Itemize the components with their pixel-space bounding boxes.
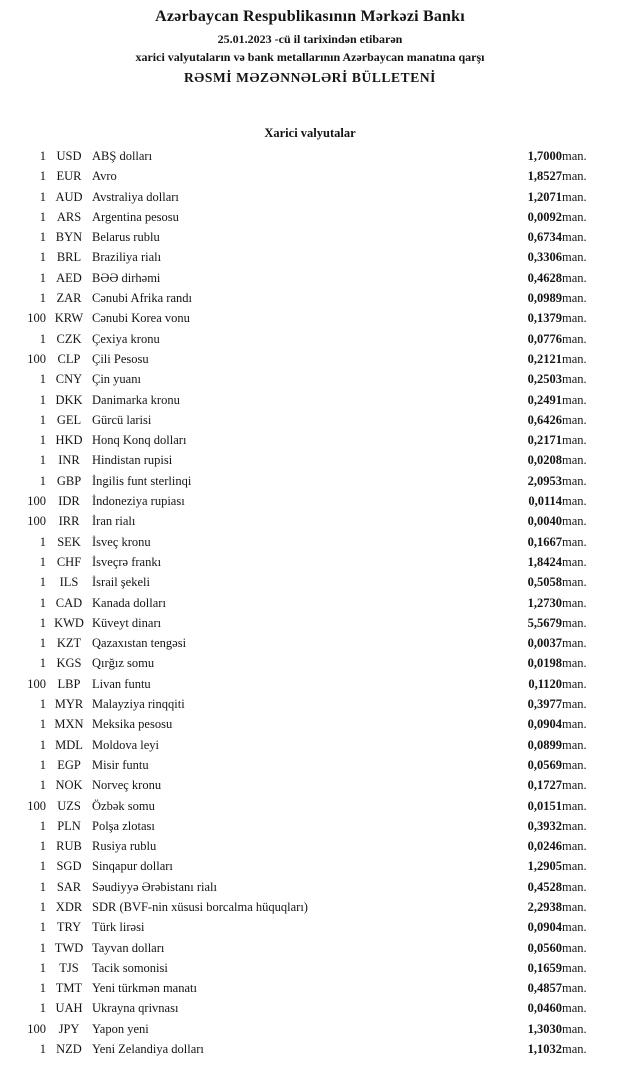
currency-name-cell: Polşa zlotası xyxy=(92,818,155,833)
unit-cell: man. xyxy=(562,636,587,651)
rate-row xyxy=(14,714,604,734)
unit-cell: man. xyxy=(562,960,587,975)
rate-value-cell: 0,1379 xyxy=(527,311,562,326)
unit-cell: man. xyxy=(562,270,587,285)
quantity-cell: 1 xyxy=(39,473,46,488)
quantity-cell: 1 xyxy=(39,697,46,712)
rate-row xyxy=(14,836,604,856)
rate-row xyxy=(14,532,604,552)
rate-value-cell: 0,0092 xyxy=(527,209,562,224)
currency-name-cell: İran rialı xyxy=(92,514,136,529)
currency-code-cell: BYN xyxy=(55,230,83,245)
currency-name-cell: Norveç kronu xyxy=(92,778,162,793)
rate-row xyxy=(14,998,604,1018)
quantity-cell: 100 xyxy=(27,494,46,509)
currency-name-cell: Kanada dolları xyxy=(92,595,166,610)
unit-cell: man. xyxy=(562,534,587,549)
rate-value-cell: 0,4528 xyxy=(527,879,562,894)
currency-code-cell: RUB xyxy=(56,839,82,854)
currency-code-cell: TWD xyxy=(54,940,84,955)
unit-cell: man. xyxy=(562,392,587,407)
bank-title: Azərbaycan Respublikasının Mərkəzi Bankı xyxy=(155,8,465,25)
rate-row xyxy=(14,674,604,694)
rate-value-cell: 0,0560 xyxy=(527,940,562,955)
unit-cell: man. xyxy=(562,615,587,630)
rate-value-cell: 0,5058 xyxy=(527,575,562,590)
rate-value-cell: 1,8527 xyxy=(527,169,562,184)
section-title-foreign-currencies: Xarici valyutalar xyxy=(264,126,356,140)
rate-value-cell: 0,2121 xyxy=(527,351,562,366)
currency-code-cell: IRR xyxy=(58,514,80,529)
unit-cell: man. xyxy=(562,859,587,874)
rate-value-cell: 2,2938 xyxy=(527,899,562,914)
rate-row xyxy=(14,897,604,917)
rate-row xyxy=(14,308,604,328)
currency-name-cell: BƏƏ dirhəmi xyxy=(92,270,161,285)
rate-row xyxy=(14,369,604,389)
quantity-cell: 1 xyxy=(39,534,46,549)
unit-cell: man. xyxy=(562,433,587,448)
rate-row xyxy=(14,917,604,937)
rate-value-cell: 0,3932 xyxy=(527,818,562,833)
rate-value-cell: 0,1667 xyxy=(527,534,562,549)
currency-code-cell: CNY xyxy=(55,372,83,387)
rate-row xyxy=(14,735,604,755)
quantity-cell: 1 xyxy=(39,250,46,265)
currency-code-cell: NZD xyxy=(56,1042,82,1057)
rate-value-cell: 0,2171 xyxy=(527,433,562,448)
rate-value-cell: 0,1120 xyxy=(528,676,562,691)
rate-row xyxy=(14,796,604,816)
rate-value-cell: 1,8424 xyxy=(527,554,562,569)
rate-value-cell: 0,0208 xyxy=(527,453,562,468)
quantity-cell: 1 xyxy=(39,270,46,285)
currency-name-cell: Meksika pesosu xyxy=(92,717,173,732)
quantity-cell: 1 xyxy=(39,960,46,975)
currency-name-cell: Sinqapur dolları xyxy=(92,859,173,874)
currency-code-cell: KGS xyxy=(56,656,82,671)
rate-value-cell: 1,2905 xyxy=(527,859,562,874)
rate-value-cell: 0,3977 xyxy=(527,697,562,712)
rate-value-cell: 0,1659 xyxy=(527,960,562,975)
currency-code-cell: AED xyxy=(56,270,82,285)
currency-code-cell: MDL xyxy=(55,737,83,752)
currency-name-cell: İsveç kronu xyxy=(92,534,151,549)
currency-name-cell: Livan funtu xyxy=(92,676,151,691)
currency-code-cell: KWD xyxy=(54,615,84,630)
currency-code-cell: GBP xyxy=(56,473,82,488)
rate-value-cell: 2,0953 xyxy=(527,473,562,488)
rate-row xyxy=(14,146,604,166)
rate-value-cell: 5,5679 xyxy=(527,615,562,630)
rate-row xyxy=(14,410,604,430)
currency-name-cell: İsrail şekeli xyxy=(92,575,150,590)
quantity-cell: 1 xyxy=(39,575,46,590)
currency-name-cell: Avro xyxy=(92,169,117,184)
unit-cell: man. xyxy=(562,778,587,793)
currency-name-cell: Qazaxıstan tengəsi xyxy=(92,636,187,651)
rate-value-cell: 0,0904 xyxy=(527,717,562,732)
unit-cell: man. xyxy=(562,940,587,955)
rate-row xyxy=(14,877,604,897)
unit-cell: man. xyxy=(562,1021,587,1036)
currency-name-cell: Cənubi Korea vonu xyxy=(92,311,190,326)
quantity-cell: 1 xyxy=(39,940,46,955)
rate-row xyxy=(14,207,604,227)
rate-row xyxy=(14,430,604,450)
unit-cell: man. xyxy=(562,453,587,468)
unit-cell: man. xyxy=(562,737,587,752)
currency-name-cell: Küveyt dinarı xyxy=(92,615,162,630)
quantity-cell: 1 xyxy=(39,595,46,610)
unit-cell: man. xyxy=(562,494,587,509)
currency-code-cell: USD xyxy=(56,149,82,163)
currency-code-cell: UAH xyxy=(55,1001,83,1016)
unit-cell: man. xyxy=(562,209,587,224)
rate-value-cell: 0,2491 xyxy=(527,392,562,407)
currency-code-cell: TJS xyxy=(59,960,79,975)
rate-value-cell: 0,4628 xyxy=(527,270,562,285)
unit-cell: man. xyxy=(562,1042,587,1057)
rate-row xyxy=(14,227,604,247)
unit-cell: man. xyxy=(562,250,587,265)
quantity-cell: 1 xyxy=(39,899,46,914)
quantity-cell: 100 xyxy=(27,676,46,691)
unit-cell: man. xyxy=(562,697,587,712)
currency-name-cell: Tacik somonisi xyxy=(92,960,168,975)
unit-cell: man. xyxy=(562,331,587,346)
currency-name-cell: Moldova leyi xyxy=(92,737,160,752)
currency-name-cell: Çili Pesosu xyxy=(92,351,149,366)
rate-row xyxy=(14,938,604,958)
quantity-cell: 1 xyxy=(39,656,46,671)
rate-row xyxy=(14,978,604,998)
quantity-cell: 100 xyxy=(27,1021,46,1036)
rate-row xyxy=(14,1039,604,1059)
unit-cell: man. xyxy=(562,717,587,732)
currency-code-cell: ARS xyxy=(56,209,82,224)
currency-name-cell: Çin yuanı xyxy=(92,372,141,387)
quantity-cell: 1 xyxy=(39,291,46,306)
rate-value-cell: 0,0460 xyxy=(527,1001,562,1016)
rate-value-cell: 0,3306 xyxy=(527,250,562,265)
quantity-cell: 1 xyxy=(39,554,46,569)
unit-cell: man. xyxy=(562,798,587,813)
unit-cell: man. xyxy=(562,981,587,996)
quantity-cell: 1 xyxy=(39,757,46,772)
unit-cell: man. xyxy=(562,554,587,569)
rates-table-body xyxy=(14,146,604,1059)
unit-cell: man. xyxy=(562,311,587,326)
unit-cell: man. xyxy=(562,839,587,854)
quantity-cell: 1 xyxy=(39,920,46,935)
quantity-cell: 1 xyxy=(39,818,46,833)
currency-name-cell: Malayziya rinqqiti xyxy=(92,697,185,712)
unit-cell: man. xyxy=(562,656,587,671)
rate-row xyxy=(14,491,604,511)
rate-row xyxy=(14,390,604,410)
rate-row xyxy=(14,958,604,978)
currency-name-cell: Honq Konq dolları xyxy=(92,433,187,448)
currency-name-cell: Cənubi Afrika randı xyxy=(92,291,192,306)
unit-cell: man. xyxy=(562,899,587,914)
currency-name-cell: Türk lirəsi xyxy=(92,920,145,935)
currency-code-cell: AUD xyxy=(55,189,83,204)
currency-name-cell: Danimarka kronu xyxy=(92,392,180,407)
currency-name-cell: ABŞ dolları xyxy=(92,149,153,163)
currency-code-cell: SGD xyxy=(56,859,82,874)
quantity-cell: 1 xyxy=(39,859,46,874)
currency-code-cell: KRW xyxy=(54,311,84,326)
currency-code-cell: BRL xyxy=(56,250,82,265)
unit-cell: man. xyxy=(562,351,587,366)
rate-value-cell: 0,4857 xyxy=(527,981,562,996)
unit-cell: man. xyxy=(562,595,587,610)
currency-code-cell: XDR xyxy=(55,899,83,914)
quantity-cell: 1 xyxy=(39,879,46,894)
currency-name-cell: Gürcü larisi xyxy=(92,412,152,427)
quantity-cell: 1 xyxy=(39,1001,46,1016)
rate-row xyxy=(14,633,604,653)
rate-row xyxy=(14,816,604,836)
rate-row xyxy=(14,613,604,633)
currency-code-cell: JPY xyxy=(58,1021,80,1036)
currency-name-cell: İsveçrə frankı xyxy=(92,554,162,569)
currency-code-cell: TRY xyxy=(56,920,82,935)
currency-code-cell: KZT xyxy=(56,636,82,651)
currency-code-cell: GEL xyxy=(56,412,82,427)
rate-row xyxy=(14,329,604,349)
quantity-cell: 1 xyxy=(39,230,46,245)
currency-code-cell: NOK xyxy=(55,778,83,793)
currency-code-cell: EUR xyxy=(56,169,82,184)
currency-code-cell: CLP xyxy=(57,351,81,366)
rate-value-cell: 1,2730 xyxy=(527,595,562,610)
rate-value-cell: 0,6426 xyxy=(527,412,562,427)
currency-name-cell: İngilis funt sterlinqi xyxy=(92,473,192,488)
rate-row xyxy=(14,755,604,775)
currency-code-cell: ILS xyxy=(59,575,79,590)
rate-value-cell: 0,0198 xyxy=(527,656,562,671)
rate-value-cell: 1,1032 xyxy=(527,1042,562,1057)
quantity-cell: 1 xyxy=(39,412,46,427)
unit-cell: man. xyxy=(562,149,587,163)
currency-name-cell: Səudiyyə Ərəbistanı rialı xyxy=(92,879,217,894)
rate-row xyxy=(14,187,604,207)
unit-cell: man. xyxy=(562,1001,587,1016)
currency-code-cell: PLN xyxy=(57,818,81,833)
rate-row xyxy=(14,166,604,186)
rate-value-cell: 0,2503 xyxy=(527,372,562,387)
rate-row xyxy=(14,694,604,714)
currency-name-cell: Avstraliya dolları xyxy=(92,189,179,204)
rate-row xyxy=(14,572,604,592)
currency-name-cell: Ukrayna qrivnası xyxy=(92,1001,179,1016)
quantity-cell: 1 xyxy=(39,981,46,996)
currency-code-cell: CZK xyxy=(56,331,82,346)
unit-cell: man. xyxy=(562,879,587,894)
currency-name-cell: İndoneziya rupiası xyxy=(92,494,185,509)
currency-name-cell: Rusiya rublu xyxy=(92,839,157,854)
rate-value-cell: 0,0114 xyxy=(528,494,562,509)
rate-row xyxy=(14,552,604,572)
quantity-cell: 100 xyxy=(27,351,46,366)
unit-cell: man. xyxy=(562,230,587,245)
currency-code-cell: MYR xyxy=(54,697,84,712)
rate-value-cell: 1,7000 xyxy=(527,149,562,163)
unit-cell: man. xyxy=(562,412,587,427)
currency-code-cell: UZS xyxy=(57,798,81,813)
unit-cell: man. xyxy=(562,169,587,184)
quantity-cell: 100 xyxy=(27,311,46,326)
rate-value-cell: 0,0776 xyxy=(527,331,562,346)
quantity-cell: 100 xyxy=(27,514,46,529)
quantity-cell: 1 xyxy=(39,331,46,346)
currency-name-cell: Yeni türkmən manatı xyxy=(92,981,197,996)
unit-cell: man. xyxy=(562,514,587,529)
currency-code-cell: IDR xyxy=(58,494,80,509)
rate-row xyxy=(14,471,604,491)
currency-name-cell: Çexiya kronu xyxy=(92,331,160,346)
rate-row xyxy=(14,349,604,369)
currency-code-cell: HKD xyxy=(55,433,83,448)
quantity-cell: 1 xyxy=(39,372,46,387)
quantity-cell: 1 xyxy=(39,149,46,163)
quantity-cell: 1 xyxy=(39,615,46,630)
currency-code-cell: SEK xyxy=(57,534,81,549)
currency-code-cell: ZAR xyxy=(56,291,82,306)
quantity-cell: 1 xyxy=(39,717,46,732)
currency-name-cell: Yapon yeni xyxy=(92,1021,149,1036)
currency-code-cell: INR xyxy=(58,453,80,468)
currency-code-cell: CHF xyxy=(56,554,82,569)
bulletin-title: RƏSMİ MƏZƏNNƏLƏRİ BÜLLETENİ xyxy=(183,70,437,85)
currency-code-cell: SAR xyxy=(56,879,82,894)
quantity-cell: 1 xyxy=(39,392,46,407)
currency-code-cell: TMT xyxy=(55,981,83,996)
unit-cell: man. xyxy=(562,818,587,833)
currency-code-cell: DKK xyxy=(55,392,83,407)
currency-name-cell: Belarus rublu xyxy=(92,230,160,245)
rate-value-cell: 0,0989 xyxy=(527,291,562,306)
unit-cell: man. xyxy=(562,291,587,306)
currency-code-cell: LBP xyxy=(57,676,81,691)
unit-cell: man. xyxy=(562,473,587,488)
rate-row xyxy=(14,1019,604,1039)
rate-value-cell: 0,0904 xyxy=(527,920,562,935)
rate-value-cell: 0,0246 xyxy=(527,839,562,854)
currency-name-cell: Braziliya rialı xyxy=(92,250,162,265)
rate-value-cell: 0,0037 xyxy=(527,636,562,651)
rate-row xyxy=(14,593,604,613)
effective-date-line: 25.01.2023 -cü il tarixindən etibarən xyxy=(217,32,403,46)
unit-cell: man. xyxy=(562,372,587,387)
currency-name-cell: Yeni Zelandiya dolları xyxy=(92,1042,204,1057)
rate-row xyxy=(14,268,604,288)
rate-value-cell: 1,2071 xyxy=(527,189,562,204)
currency-name-cell: SDR (BVF-nin xüsusi borcalma hüquqları) xyxy=(92,899,308,914)
rate-row xyxy=(14,450,604,470)
unit-cell: man. xyxy=(562,575,587,590)
currency-code-cell: MXN xyxy=(54,717,84,732)
currency-code-cell: CAD xyxy=(55,595,83,610)
subtitle-line: xarici valyutaların və bank metallarının Azərbaycan manatına qarşı xyxy=(135,50,485,64)
quantity-cell: 1 xyxy=(39,189,46,204)
currency-code-cell: EGP xyxy=(57,757,81,772)
quantity-cell: 1 xyxy=(39,209,46,224)
quantity-cell: 1 xyxy=(39,636,46,651)
quantity-cell: 1 xyxy=(39,169,46,184)
rate-value-cell: 0,0151 xyxy=(527,798,562,813)
rate-row xyxy=(14,856,604,876)
quantity-cell: 1 xyxy=(39,737,46,752)
rate-value-cell: 1,3030 xyxy=(527,1021,562,1036)
currency-name-cell: Misir funtu xyxy=(92,757,149,772)
currency-name-cell: Qırğız somu xyxy=(92,656,155,671)
quantity-cell: 1 xyxy=(39,839,46,854)
quantity-cell: 1 xyxy=(39,1042,46,1057)
quantity-cell: 1 xyxy=(39,433,46,448)
rate-value-cell: 0,0899 xyxy=(527,737,562,752)
document-header xyxy=(0,6,620,88)
rate-value-cell: 0,0040 xyxy=(527,514,562,529)
unit-cell: man. xyxy=(562,189,587,204)
unit-cell: man. xyxy=(562,757,587,772)
quantity-cell: 1 xyxy=(39,453,46,468)
rate-row xyxy=(14,288,604,308)
quantity-cell: 1 xyxy=(39,778,46,793)
quantity-cell: 100 xyxy=(27,798,46,813)
rate-row xyxy=(14,653,604,673)
rate-row xyxy=(14,247,604,267)
currency-name-cell: Argentina pesosu xyxy=(92,209,179,224)
unit-cell: man. xyxy=(562,920,587,935)
rate-row xyxy=(14,511,604,531)
unit-cell: man. xyxy=(562,676,587,691)
rate-row xyxy=(14,775,604,795)
currency-name-cell: Özbək somu xyxy=(92,798,155,813)
exchange-rates-table xyxy=(14,146,604,1059)
rate-value-cell: 0,6734 xyxy=(527,230,562,245)
rate-value-cell: 0,0569 xyxy=(527,757,562,772)
currency-name-cell: Tayvan dolları xyxy=(92,940,165,955)
currency-name-cell: Hindistan rupisi xyxy=(92,453,173,468)
rate-value-cell: 0,1727 xyxy=(527,778,562,793)
